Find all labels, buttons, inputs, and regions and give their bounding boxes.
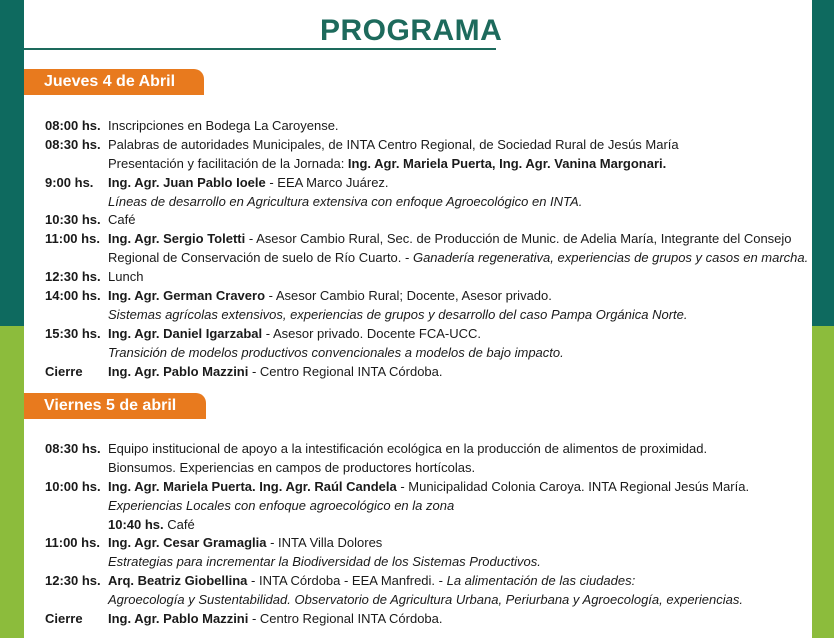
- schedule-line: [45, 268, 804, 287]
- talk-title: Experiencias Locales con enfoque agroecológico en la zona: [108, 497, 455, 513]
- speaker-name: Ing. Agr. Sergio Toletti: [108, 231, 246, 247]
- schedule-line: [45, 478, 804, 497]
- schedule-text: - Centro Regional INTA Córdoba.: [248, 363, 443, 379]
- schedule-time: 12:30 hs.: [45, 573, 101, 589]
- schedule-content: [108, 516, 195, 535]
- talk-title: Sistemas agrícolas extensivos, experiencias de grupos y desarrollo del caso Pampa Orgánica Norte.: [108, 306, 688, 322]
- day-header-thursday: Jueves 4 de Abril: [24, 69, 204, 95]
- schedule-line: [45, 174, 804, 193]
- schedule-time: 10:00 hs.: [45, 478, 101, 494]
- speaker-name: Ing. Agr. Pablo Mazzini: [108, 611, 249, 627]
- schedule-text: Bionsumos. Experiencias en campos de productores hortícolas.: [108, 459, 476, 475]
- schedule-line: [45, 211, 804, 230]
- schedule-text: Café: [163, 516, 195, 532]
- speaker-name: Ing. Agr. Juan Pablo Ioele: [108, 174, 266, 190]
- schedule-content: [108, 363, 443, 382]
- schedule-content: [108, 440, 707, 459]
- day-header-friday: Viernes 5 de abril: [24, 393, 206, 419]
- speaker-name: Ing. Agr. Pablo Mazzini: [108, 363, 249, 379]
- schedule-content: [108, 591, 743, 610]
- schedule-content: [108, 193, 582, 212]
- schedule-content: [108, 534, 382, 553]
- schedule-text: Inscripciones en Bodega La Caroyense.: [108, 118, 339, 133]
- schedule-text: - INTA Córdoba - EEA Manfredi. -: [247, 573, 447, 589]
- schedule-line: [45, 591, 804, 610]
- schedule-line: [45, 287, 804, 306]
- schedule-line: [45, 497, 804, 516]
- speaker-name: Arq. Beatriz Giobellina: [108, 573, 248, 589]
- schedule-text: Equipo institucional de apoyo a la intestificación ecológica en la producción de alimentos de proximidad.: [108, 441, 708, 456]
- schedule-line: [45, 516, 804, 535]
- schedule-line: [45, 136, 804, 155]
- schedule-time: 9:00 hs.: [45, 174, 94, 190]
- schedule-line: [45, 572, 804, 591]
- schedule-time: 08:30 hs.: [45, 136, 101, 152]
- schedule-content: [108, 553, 541, 572]
- talk-title: Transición de modelos productivos convencionales a modelos de bajo impacto.: [108, 344, 564, 360]
- schedule-content: [108, 211, 135, 230]
- speaker-name: Ing. Agr. Daniel Igarzabal: [108, 325, 263, 341]
- schedule-time: 15:30 hs.: [45, 325, 101, 341]
- schedule-time: 10:30 hs.: [45, 212, 101, 228]
- schedule-line: [45, 363, 804, 382]
- schedule-content: [108, 155, 666, 174]
- schedule-line: [45, 230, 804, 249]
- schedule-line: [45, 325, 804, 344]
- side-bar-teal: [812, 0, 834, 326]
- schedule-text: Regional de Conservación de suelo de Río Cuarto. -: [108, 250, 413, 266]
- schedule-content: [108, 287, 552, 306]
- schedule-line: [45, 459, 804, 478]
- schedule-friday: [45, 440, 804, 629]
- schedule-time: 12:30 hs.: [45, 269, 101, 285]
- schedule-content: [108, 478, 749, 497]
- talk-title: Agroecología y Sustentabilidad. Observatorio de Agricultura Urbana, Periurbana y Agroecología, experiencias.: [108, 592, 743, 608]
- schedule-content: [108, 610, 443, 629]
- schedule-thursday: [45, 117, 809, 381]
- schedule-line: [45, 534, 804, 553]
- speaker-name: 10:40 hs.: [108, 516, 164, 532]
- schedule-content: [108, 459, 475, 478]
- schedule-content: [108, 497, 454, 516]
- talk-title: Ganadería regenerativa, experiencias de grupos y casos en marcha.: [412, 250, 809, 266]
- schedule-line: [45, 193, 804, 212]
- speaker-name: Ing. Agr. Cesar Gramaglia: [108, 535, 267, 551]
- schedule-text: Lunch: [108, 269, 144, 285]
- talk-title: Estrategias para incrementar la Biodiversidad de los Sistemas Productivos.: [108, 554, 541, 570]
- schedule-line: [45, 344, 804, 363]
- schedule-line: [45, 553, 804, 572]
- schedule-line: [45, 249, 809, 268]
- schedule-time: 11:00 hs.: [45, 535, 100, 551]
- schedule-content: [108, 117, 339, 136]
- schedule-line: [45, 610, 804, 629]
- schedule-text: - Municipalidad Colonia Caroya. INTA Regional Jesús María.: [396, 478, 750, 494]
- talk-title: Líneas de desarrollo en Agricultura extensiva con enfoque Agroecológico en INTA.: [108, 193, 583, 209]
- schedule-text: Palabras de autoridades Municipales, de INTA Centro Regional, de Sociedad Rural de Jesús María: [108, 136, 679, 152]
- schedule-time: 08:30 hs.: [45, 441, 101, 456]
- schedule-text: - Asesor Cambio Rural; Docente, Asesor privado.: [265, 288, 552, 304]
- side-bar-green: [0, 326, 24, 638]
- schedule-time: 11:00 hs.: [45, 231, 100, 247]
- schedule-text: Café: [108, 212, 136, 228]
- title-underline: [24, 48, 496, 50]
- talk-title: La alimentación de las ciudades:: [446, 573, 636, 589]
- schedule-content: [108, 136, 679, 155]
- schedule-content: [108, 174, 389, 193]
- schedule-content: [108, 306, 688, 325]
- side-bar-green: [812, 326, 834, 638]
- schedule-time: Cierre: [45, 611, 83, 627]
- schedule-text: Presentación y facilitación de la Jornada:: [108, 155, 348, 171]
- schedule-line: [45, 117, 804, 136]
- schedule-text: - INTA Villa Dolores: [266, 535, 383, 551]
- page-title: PROGRAMA: [320, 14, 503, 47]
- schedule-line: [45, 440, 804, 459]
- schedule-text: - EEA Marco Juárez.: [265, 174, 389, 190]
- schedule-time: Cierre: [45, 363, 83, 379]
- speaker-name: Ing. Agr. German Cravero: [108, 288, 266, 304]
- schedule-line: [45, 306, 804, 325]
- schedule-text: - Centro Regional INTA Córdoba.: [248, 611, 443, 627]
- right-side-bar: [812, 0, 834, 638]
- schedule-line: [45, 155, 804, 174]
- schedule-content: [108, 268, 143, 287]
- side-bar-teal: [0, 0, 24, 326]
- schedule-content: [108, 572, 635, 591]
- schedule-text: - Asesor Cambio Rural, Sec. de Producción de Munic. de Adelia María, Integrante del Consejo: [245, 231, 792, 247]
- schedule-content: [108, 344, 564, 363]
- schedule-time: 08:00 hs.: [45, 118, 101, 133]
- schedule-content: [108, 325, 481, 344]
- schedule-text: - Asesor privado. Docente FCA-UCC.: [262, 325, 482, 341]
- speaker-name: Ing. Agr. Mariela Puerta. Ing. Agr. Raúl Candela: [108, 478, 397, 494]
- schedule-content: [108, 230, 792, 249]
- left-side-bar: [0, 0, 24, 638]
- schedule-content: [108, 249, 808, 268]
- speaker-name: Ing. Agr. Mariela Puerta, Ing. Agr. Vanina Margonari.: [347, 155, 667, 171]
- schedule-time: 14:00 hs.: [45, 288, 101, 304]
